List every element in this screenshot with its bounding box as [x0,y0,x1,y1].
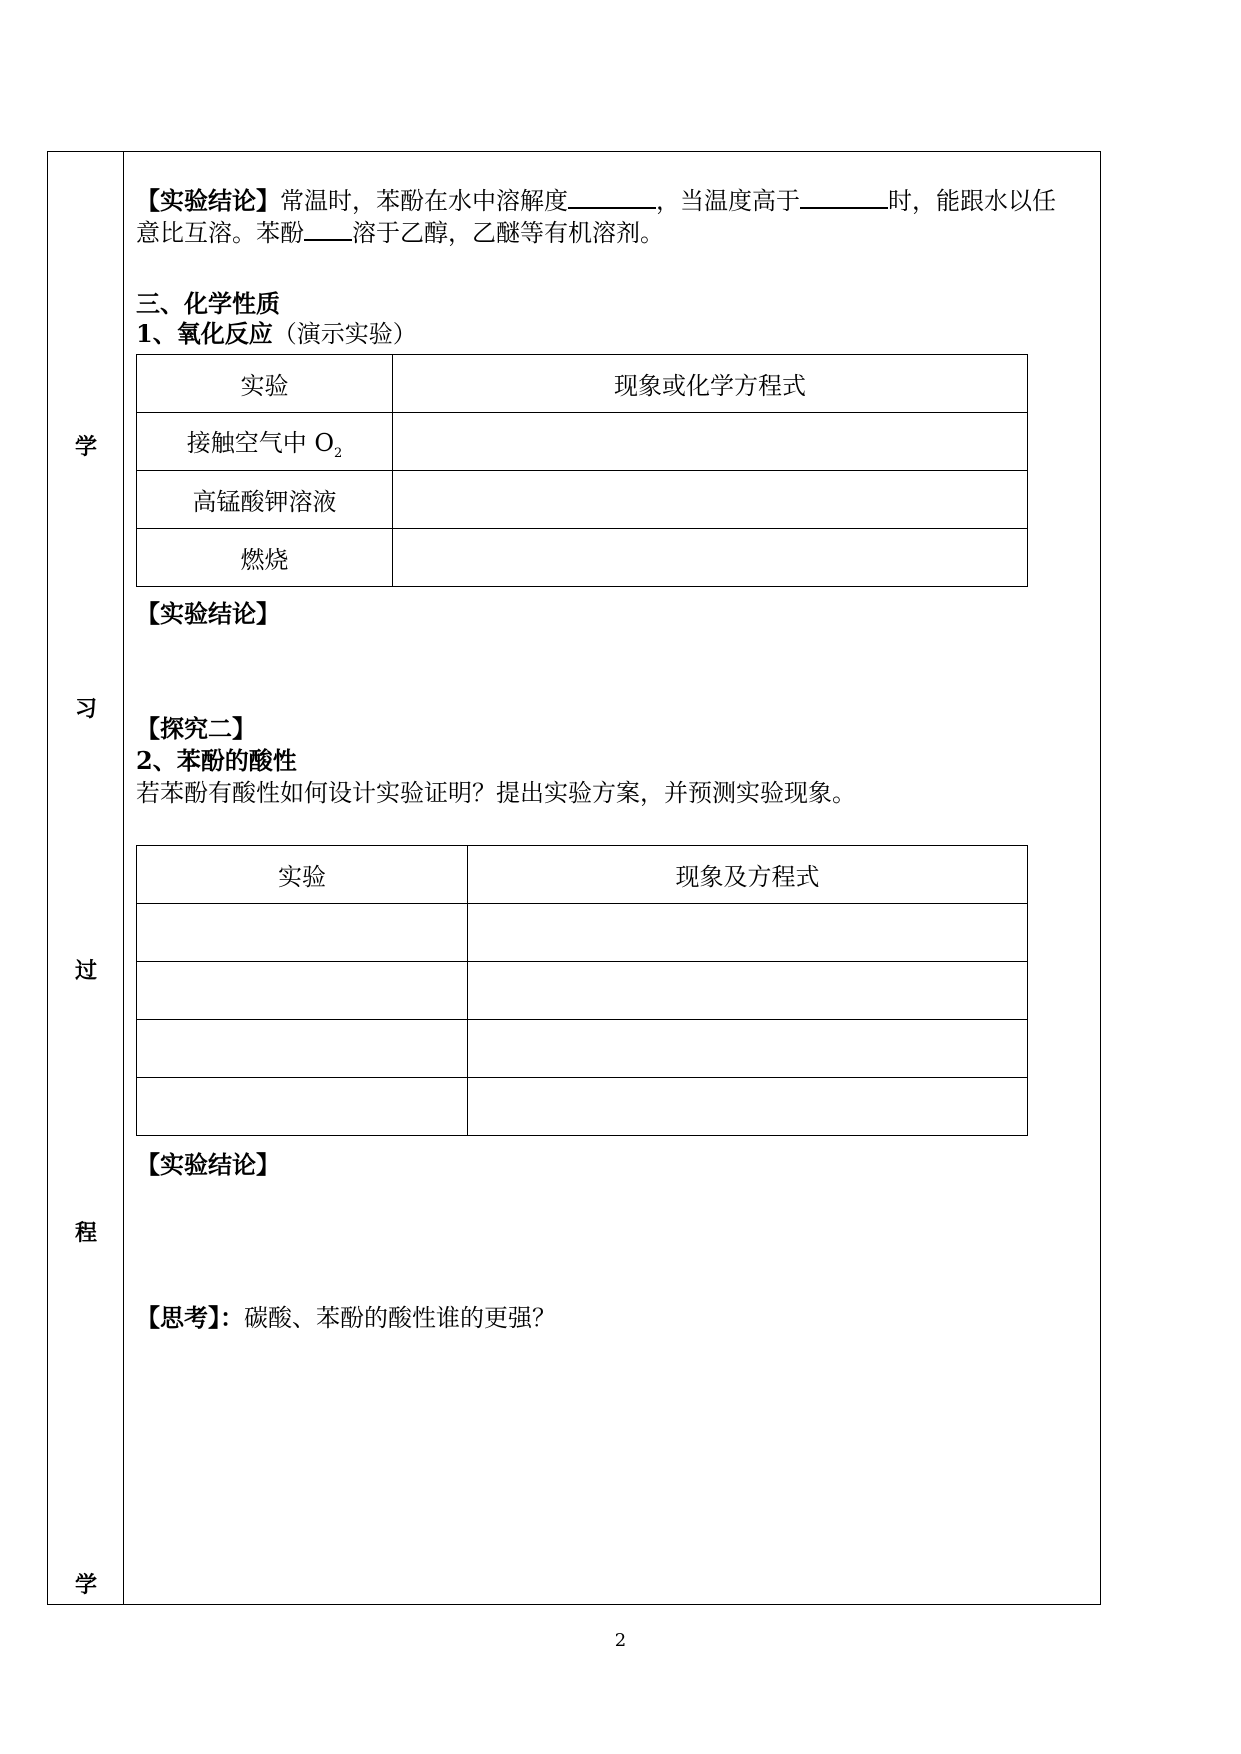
question-text: 若苯酚有酸性如何设计实验证明？提出实验方案，并预测实验现象。 [136,779,856,807]
sidebar-char: 过 [74,958,97,984]
sidebar-char: 习 [74,696,97,722]
fill-blank[interactable] [568,185,656,209]
answer-cell[interactable] [393,471,1028,529]
answer-cell[interactable] [468,904,1028,962]
sidebar-char: 程 [74,1220,97,1246]
conclusion-label: 【实验结论】 [136,1150,280,1179]
content-area [136,152,1100,1604]
answer-cell[interactable] [137,962,468,1020]
table-row [137,471,1028,529]
subsection-heading: 2、苯酚的酸性 [136,746,297,775]
table-header-cell: 实验 [137,846,468,904]
table-header-row [137,355,1028,413]
sidebar-column [48,152,124,1604]
answer-cell[interactable] [393,529,1028,587]
intro-line-2: 意比互溶。苯酚 溶于乙醇，乙醚等有机溶剂。 [136,219,664,247]
think-label: 【思考】 [136,1303,220,1332]
think-text: 碳酸、苯酚的酸性谁的更强？ [244,1304,556,1332]
table-header-row [137,846,1028,904]
table-header-cell: 实验 [137,355,393,413]
answer-cell[interactable] [137,904,468,962]
table-header-cell: 现象及方程式 [468,846,1028,904]
answer-cell[interactable] [137,1078,468,1136]
answer-cell[interactable] [468,1020,1028,1078]
intro-line-1: 【实验结论】常温时，苯酚在水中溶解度 ，当温度高于 时，能跟水以任 [136,186,1056,215]
answer-cell[interactable] [468,962,1028,1020]
sidebar-char: 学 [74,434,97,460]
page-number: 2 [614,1630,627,1651]
table-row [137,1078,1028,1136]
table-row [137,529,1028,587]
answer-cell[interactable] [393,413,1028,471]
table-row [137,1020,1028,1078]
fill-blank[interactable] [800,185,888,209]
row-label: 高锰酸钾溶液 [137,471,393,529]
table-row [137,413,1028,471]
table-row [137,962,1028,1020]
row-label: 燃烧 [137,529,393,587]
row-label: 接触空气中 $O_2$ [137,413,393,471]
answer-cell[interactable] [137,1020,468,1078]
subsection-heading: 1、氧化反应（演示实验） [136,319,417,348]
section-heading: 三、化学性质 [136,289,280,318]
table-header-cell: 现象或化学方程式 [393,355,1028,413]
answer-cell[interactable] [468,1078,1028,1136]
oxidation-table [136,354,1028,587]
worksheet-frame [47,151,1101,1605]
acidity-table [136,845,1028,1136]
sidebar-char: 学 [74,1572,97,1598]
explore-heading: 【探究二】 [136,714,256,743]
fill-blank[interactable] [304,217,352,241]
conclusion-label: 【实验结论】 [136,599,280,628]
table-row [137,904,1028,962]
think-line: 【思考】：碳酸、苯酚的酸性谁的更强？ [136,1303,556,1332]
conclusion-label: 【实验结论】 [136,186,280,215]
